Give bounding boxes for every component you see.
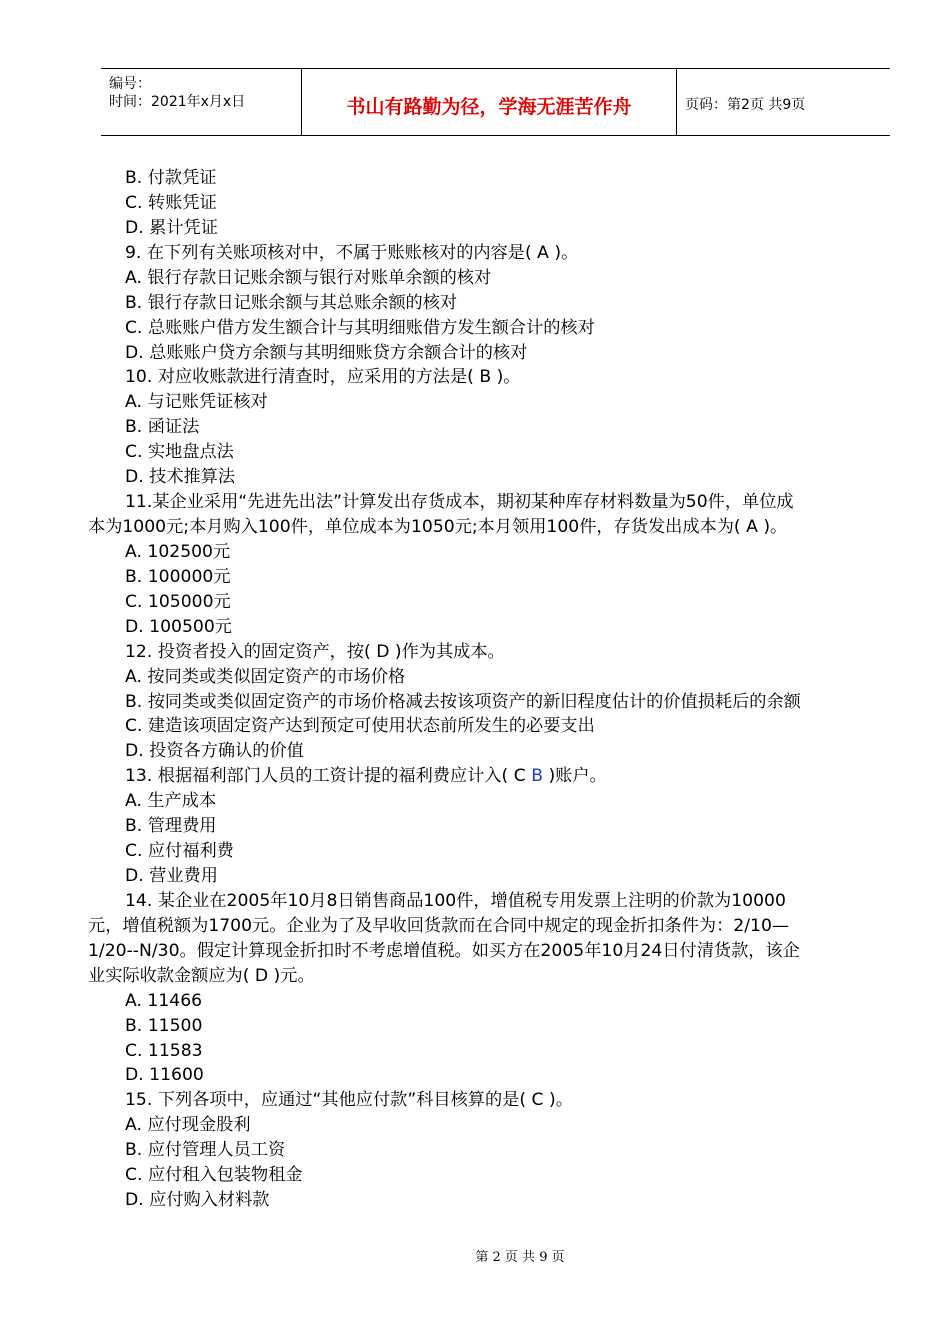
answer-correction: B bbox=[531, 766, 543, 787]
line-text: 业实际收款金额应为( D )元。 bbox=[88, 965, 315, 986]
line-text: B. 11500 bbox=[125, 1015, 203, 1036]
line-text: 14. 某企业在2005年10月8日销售商品100件，增值税专用发票上注明的价款为10000 bbox=[125, 890, 786, 911]
text-line bbox=[125, 1088, 573, 1113]
line-text: 9. 在下列有关账项核对中，不属于账账核对的内容是( A )。 bbox=[125, 242, 579, 263]
line-text: 11.某企业采用“先进先出法”计算发出存货成本，期初某种库存材料数量为50件，单位成 bbox=[125, 492, 794, 513]
text-line bbox=[125, 465, 235, 490]
header-right-cell bbox=[676, 69, 890, 135]
line-text: B. 付款凭证 bbox=[125, 168, 217, 188]
header-left-cell bbox=[101, 69, 301, 135]
document-time: 时间：2021年x月x日 bbox=[109, 94, 246, 110]
text-line bbox=[125, 440, 234, 465]
text-line bbox=[125, 266, 491, 291]
line-text: C. 11583 bbox=[125, 1040, 203, 1061]
text-line bbox=[125, 690, 801, 715]
line-text: A. 102500元 bbox=[125, 541, 231, 562]
line-text: 1/20--N/30。假定计算现金折扣时不考虑增值税。如买方在2005年10月24日付清货款，该企 bbox=[88, 940, 800, 961]
header-page-info: 页码：第2页 共9页 bbox=[685, 97, 806, 113]
text-line bbox=[125, 191, 217, 216]
line-text: B. 100000元 bbox=[125, 566, 231, 587]
line-text: 12. 投资者投入的固定资产，按( D )作为其成本。 bbox=[125, 641, 505, 662]
text-line bbox=[125, 390, 268, 415]
header-motto: 书山有路勤为径，学海无涯苦作舟 bbox=[346, 96, 632, 118]
line-text: B. 管理费用 bbox=[125, 816, 217, 837]
text-line bbox=[125, 764, 607, 789]
line-text: C. 建造该项固定资产达到预定可使用状态前所发生的必要支出 bbox=[125, 716, 595, 737]
text-line bbox=[125, 490, 794, 515]
text-line bbox=[125, 415, 199, 440]
text-line bbox=[125, 1113, 251, 1138]
line-text: A. 银行存款日记账余额与银行对账单余额的核对 bbox=[125, 267, 492, 288]
text-line bbox=[88, 964, 315, 989]
line-text: D. 营业费用 bbox=[125, 866, 218, 887]
line-text: A. 生产成本 bbox=[125, 791, 217, 812]
text-line bbox=[125, 839, 234, 864]
line-text-tail: )账户。 bbox=[542, 766, 607, 787]
text-line bbox=[125, 665, 405, 690]
line-text: D. 应付购入材料款 bbox=[125, 1190, 270, 1211]
text-line bbox=[125, 640, 505, 665]
text-line bbox=[125, 814, 216, 839]
line-text: A. 与记账凭证核对 bbox=[125, 392, 268, 413]
line-text: B. 按同类或类似固定资产的市场价格减去按该项资产的新旧程度估计的价值损耗后的余额 bbox=[125, 691, 801, 712]
line-text: D. 技术推算法 bbox=[125, 467, 236, 488]
text-line bbox=[125, 341, 527, 366]
line-text: A. 按同类或类似固定资产的市场价格 bbox=[125, 666, 406, 687]
document-number: 编号： bbox=[109, 76, 151, 92]
text-line bbox=[125, 864, 218, 889]
line-text: D. 累计凭证 bbox=[125, 217, 218, 238]
text-line bbox=[125, 1039, 203, 1064]
line-text: 13. 根据福利部门人员的工资计提的福利费应计入( C bbox=[125, 766, 532, 787]
text-line bbox=[125, 1188, 269, 1213]
text-line bbox=[125, 540, 230, 565]
line-text: C. 实地盘点法 bbox=[125, 442, 234, 463]
line-text: 本为1000元;本月购入100件，单位成本为1050元;本月领用100件，存货发出成本为( A )。 bbox=[88, 517, 788, 538]
text-line bbox=[125, 714, 595, 739]
text-line bbox=[125, 615, 232, 640]
line-text: A. 11466 bbox=[125, 990, 203, 1011]
text-line bbox=[125, 1014, 202, 1039]
text-line bbox=[88, 914, 789, 939]
line-text: C. 105000元 bbox=[125, 591, 231, 612]
page-footer: 第 2 页 共 9 页 bbox=[475, 1250, 565, 1265]
line-text: C. 应付租入包装物租金 bbox=[125, 1165, 303, 1186]
text-line bbox=[125, 889, 786, 914]
text-line bbox=[125, 989, 202, 1014]
text-line bbox=[88, 515, 787, 540]
text-line bbox=[125, 1063, 204, 1088]
line-text: D. 投资各方确认的价值 bbox=[125, 741, 304, 762]
line-text: D. 总账账户贷方余额与其明细账贷方余额合计的核对 bbox=[125, 342, 528, 363]
line-text: C. 应付福利费 bbox=[125, 841, 234, 862]
text-line bbox=[125, 291, 457, 316]
line-text: 15. 下列各项中，应通过“其他应付款”科目核算的是( C )。 bbox=[125, 1090, 573, 1111]
text-line bbox=[125, 565, 231, 590]
line-text: 10. 对应收账款进行清查时，应采用的方法是( B )。 bbox=[125, 367, 521, 388]
text-line bbox=[125, 739, 304, 764]
text-line bbox=[125, 166, 216, 191]
line-text: B. 银行存款日记账余额与其总账余额的核对 bbox=[125, 292, 458, 313]
line-text: 元，增值税额为1700元。企业为了及早收回货款而在合同中规定的现金折扣条件为：2/10— bbox=[88, 915, 790, 936]
text-line bbox=[125, 316, 595, 341]
line-text: D. 100500元 bbox=[125, 616, 232, 637]
line-text: C. 转账凭证 bbox=[125, 192, 217, 213]
text-line bbox=[125, 365, 521, 390]
text-line bbox=[125, 216, 218, 241]
text-line bbox=[125, 241, 578, 266]
line-text: D. 11600 bbox=[125, 1065, 204, 1086]
text-line bbox=[125, 789, 216, 814]
text-line bbox=[125, 1138, 285, 1163]
line-text: C. 总账账户借方发生额合计与其明细账借方发生额合计的核对 bbox=[125, 317, 595, 338]
line-text: A. 应付现金股利 bbox=[125, 1115, 251, 1136]
text-line bbox=[88, 939, 800, 964]
text-line bbox=[125, 590, 231, 615]
line-text: B. 应付管理人员工资 bbox=[125, 1140, 286, 1161]
text-line bbox=[125, 1163, 303, 1188]
page-header bbox=[101, 68, 890, 136]
header-center-cell bbox=[301, 69, 677, 135]
line-text: B. 函证法 bbox=[125, 417, 200, 438]
